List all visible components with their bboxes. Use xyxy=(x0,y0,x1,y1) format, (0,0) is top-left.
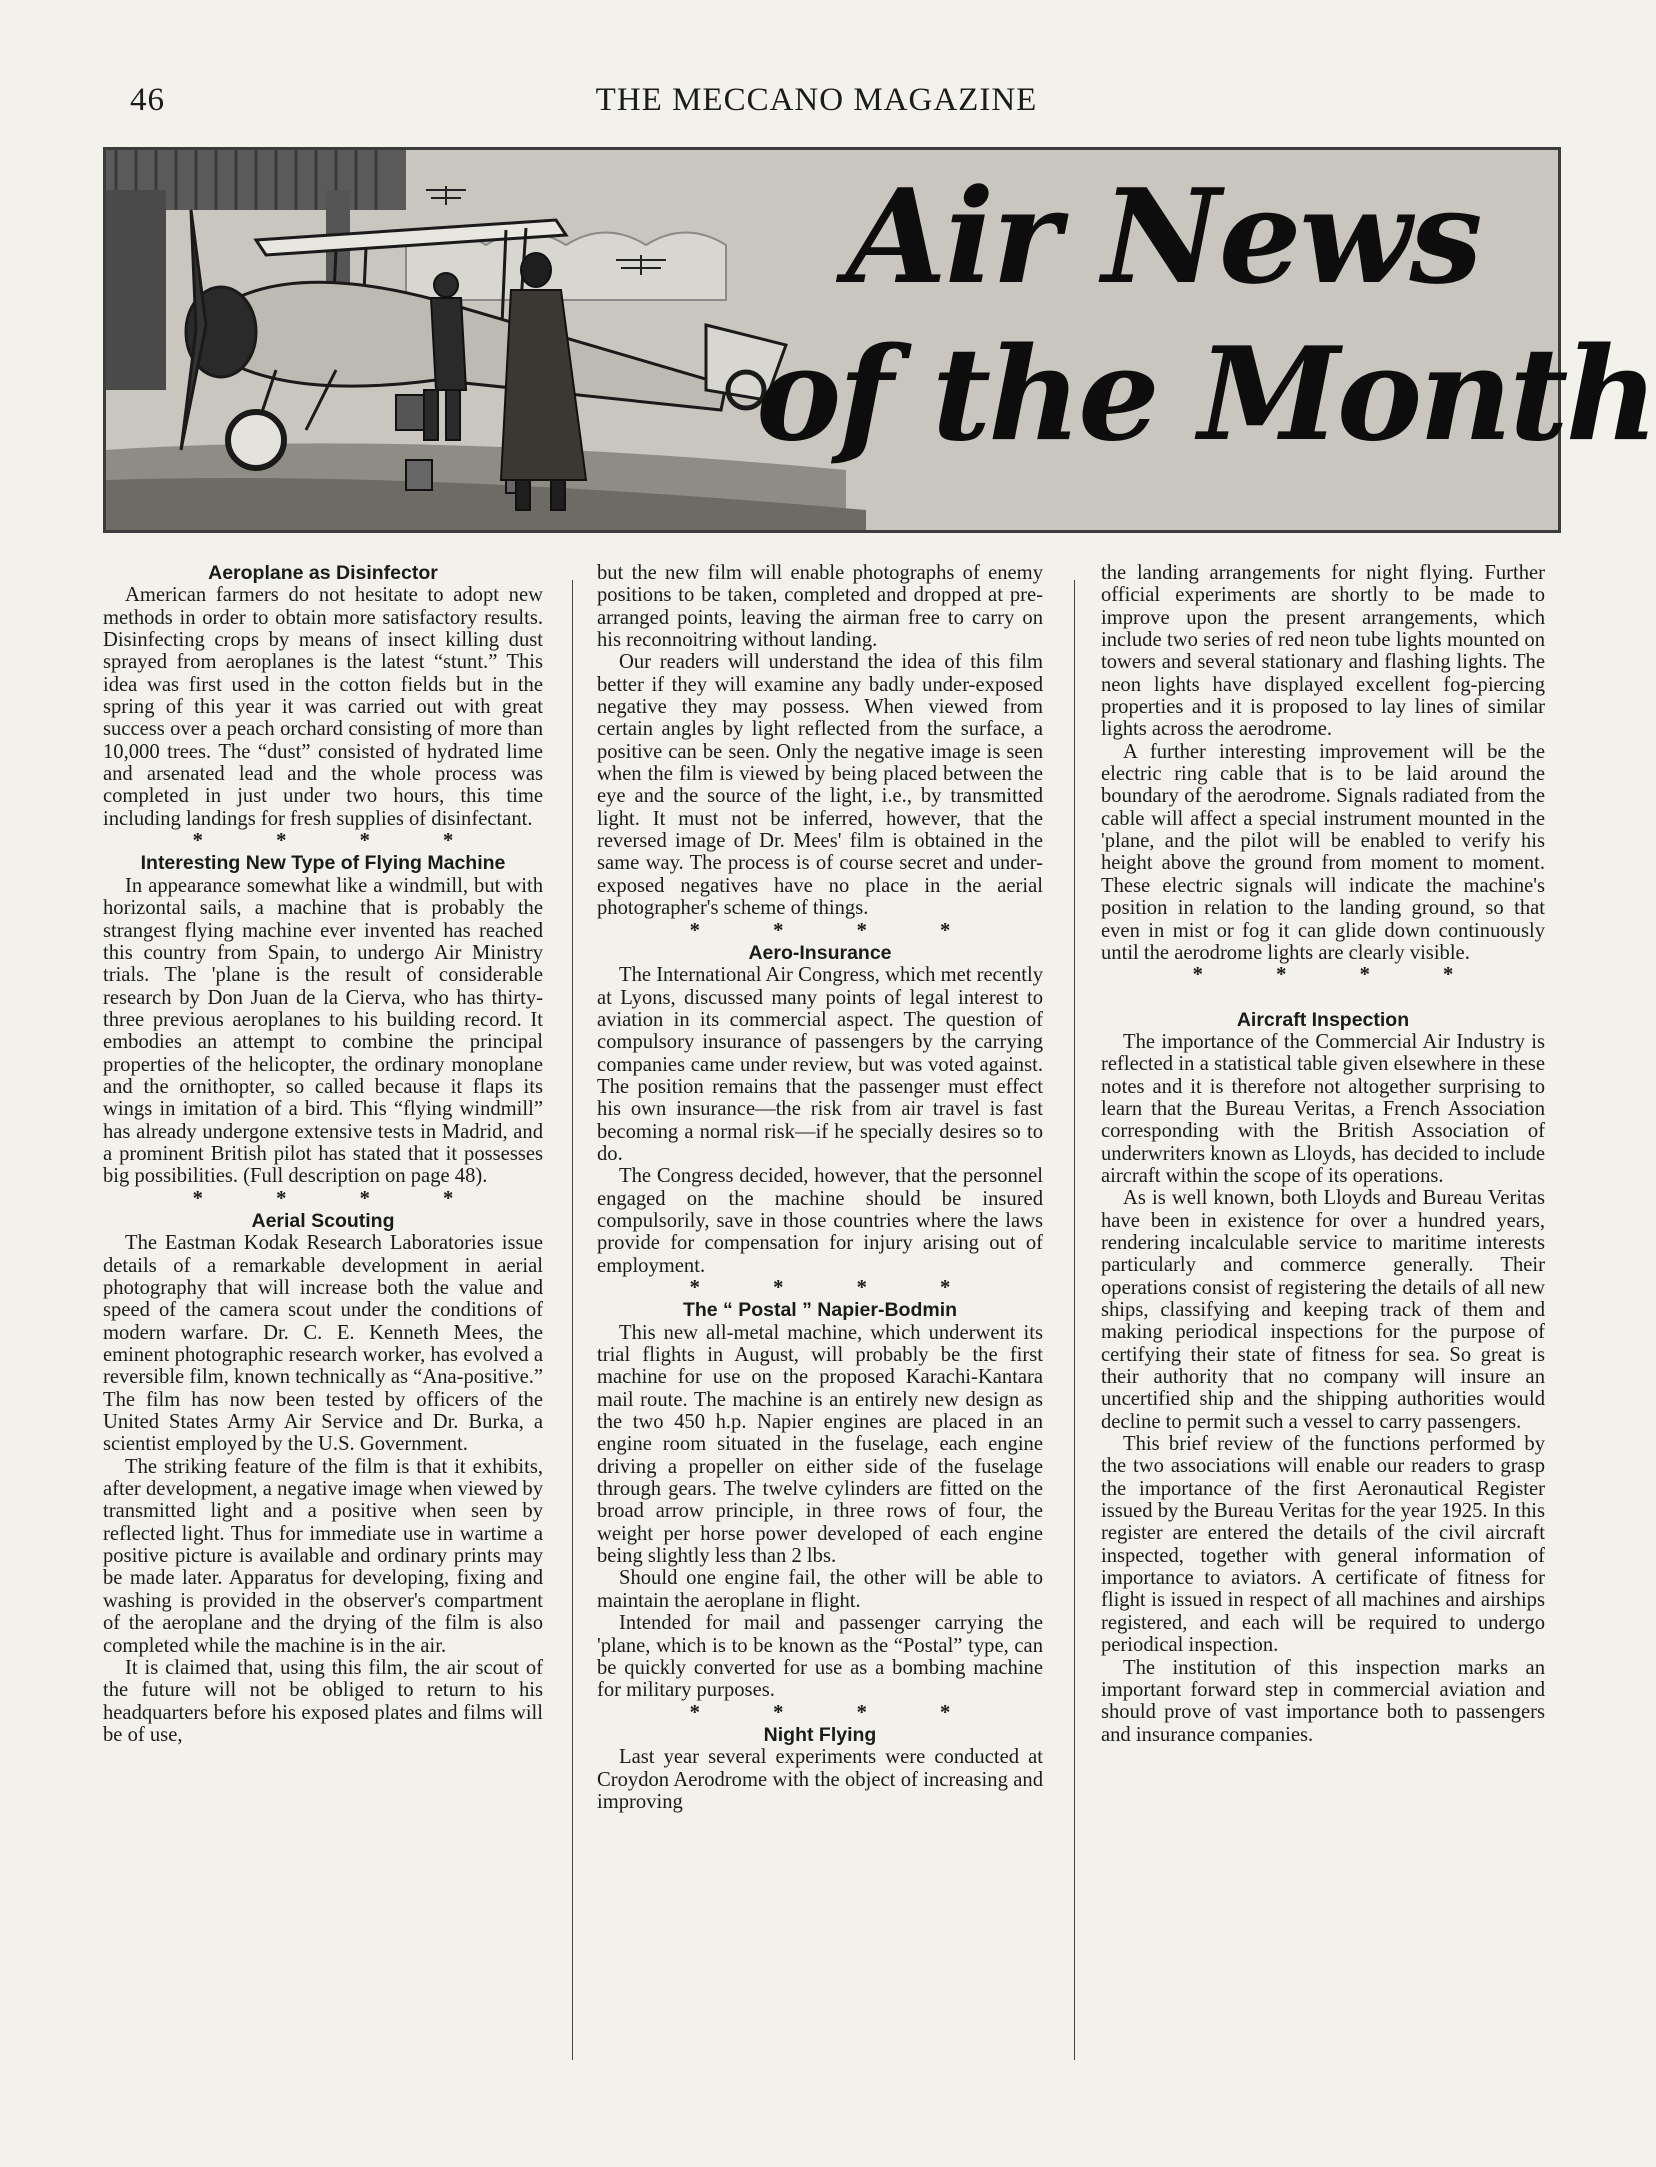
section-divider: * * * * xyxy=(1192,964,1488,987)
article-paragraph: but the new film will enable photographs of enemy positions to be taken, completed and dropped at pre-arranged points, leaving the airman free to carry on his reconnoitring without landing. xyxy=(597,562,1043,652)
article-paragraph: Should one engine fail, the other will be able to maintain the aeroplane in flight. xyxy=(597,1567,1043,1612)
article-title-new-flying-machine: Interesting New Type of Flying Machine xyxy=(140,852,506,875)
article-title-aerial-scouting: Aerial Scouting xyxy=(251,1209,395,1232)
section-divider: * * * * xyxy=(192,830,488,853)
section-divider: * * * * xyxy=(689,1701,985,1724)
column-3 xyxy=(1101,562,1545,1746)
banner-title-air-news: Air News xyxy=(846,160,1481,313)
article-paragraph: This brief review of the functions performed by the two associations will enable our readers to grasp the importance of the first Aeronautical Register issued by the Bureau Veritas for the year 1925. In this register are entered the details of the civil aircraft inspected, together with general information of importance to aviators. A certificate of fitness for flight is issued in respect of all machines and airships registered, and each will be required to undergo periodical inspection. xyxy=(1101,1433,1545,1657)
magazine-title: THE MECCANO MAGAZINE xyxy=(595,82,1038,118)
article-paragraph: This new all-metal machine, which underwent its trial flights in August, will probably be the first machine for use on the proposed Karachi-Kantara mail route. The machine is an entirely new design as the two 450 h.p. Napier engines are placed in an engine room situated in the fuselage, each engine driving a propeller on either side of the fuselage through gears. The twelve cylinders are fitted on the broad arrow principle, in three rows of four, the weight per horse power developed of each engine being slightly less than 2 lbs. xyxy=(597,1321,1043,1568)
article-paragraph: American farmers do not hesitate to adopt new methods in order to obtain more satisfactory results. Disinfecting crops by means of insect killing dust sprayed from aeroplanes is the latest “stunt.” This idea was first used in the cotton fields but in the spring of this year it was carried out with great success over a peach orchard consisting of more than 10,000 trees. The “dust” consisted of hydrated lime and arsenated lead and the whole process was completed in just under two hours, this time including landings for fresh supplies of disinfectant. xyxy=(103,584,543,830)
article-paragraph: It is claimed that, using this film, the air scout of the future will not be obliged to return to his headquarters before his exposed plates and films will be of use, xyxy=(103,1656,543,1746)
column-rule-right xyxy=(1074,580,1075,2060)
article-paragraph: A further interesting improvement will be the electric ring cable that is to be laid around the boundary of the aerodrome. Signals radiated from the cable will affect a special instrument mounted in the 'plane, and the pilot will be enabled to verify his height above the ground from moment to moment. These electric signals will indicate the machine's position in relation to the landing ground, so that even in mist or fog it can glide down continuously until the aerodrome lights are clearly visible. xyxy=(1101,740,1545,964)
article-paragraph: The Eastman Kodak Research Laboratories issue details of a remarkable development in aerial photography that will increase both the value and speed of the camera scout under the conditions of modern warfare. Dr. C. E. Kenneth Mees, the eminent photographic research worker, has evolved a reversible film, known technically as “Ana-positive.” The film has now been tested by officers of the United States Army Air Service and Dr. Burka, a scientist employed by the U.S. Government. xyxy=(103,1232,543,1456)
spacer xyxy=(1101,987,1545,1009)
article-paragraph: The striking feature of the film is that it exhibits, after development, a negative image when viewed by transmitted light and a positive when seen by reflected light. Thus for immediate use in wartime a positive picture is available and ordinary prints may be made later. Apparatus for developing, fixing and washing is provided in the observer's compartment of the aeroplane and the drying of the film is also completed while the machine is in the air. xyxy=(103,1455,543,1657)
section-divider: * * * * xyxy=(689,919,985,942)
banner-title-of-the-month: of the Month xyxy=(756,320,1656,470)
article-paragraph: The institution of this inspection marks an important forward step in commercial aviation and should prove of vast importance both to passengers and insurance companies. xyxy=(1101,1656,1545,1746)
article-paragraph: the landing arrangements for night flying. Further official experiments are shortly to be made to improve upon the present arrangements, which include two series of red neon tube lights mounted on towers and several stationary and flashing lights. The neon lights have displayed excellent fog-piercing properties and it is proposed to lay lines of similar lights across the aerodrome. xyxy=(1101,562,1545,741)
article-title-aircraft-inspection: Aircraft Inspection xyxy=(1236,1008,1410,1031)
article-paragraph: The importance of the Commercial Air Industry is reflected in a statistical table given elsewhere in these notes and it is therefore not altogether surprising to learn that the Bureau Veritas, a French Association corresponding with the British Association of underwriters known as Lloyds, has decided to include aircraft within the scope of its operations. xyxy=(1101,1030,1545,1187)
article-paragraph: Our readers will understand the idea of this film better if they will examine any badly under-exposed negative they may possess. When viewed from certain angles by light reflected from the surface, a positive can be seen. Only the negative image is seen when the film is viewed by being placed between the eye and the source of the light, i.e., by transmitted light. It must not be inferred, however, that the reversed image of Dr. Mees' film is obtained in the same way. The process is of course secret and under-exposed negatives have no place in the aerial photographer's scheme of things. xyxy=(597,651,1043,920)
page-number: 46 xyxy=(130,82,165,118)
column-1 xyxy=(103,562,543,1746)
header-banner xyxy=(103,147,1656,533)
article-title-postal-napier-bodmin: The “ Postal ” Napier-Bodmin xyxy=(682,1299,958,1322)
article-paragraph: Intended for mail and passenger carrying the 'plane, which is to be known as the “Postal” type, can be quickly converted for use as a bombing machine for military purposes. xyxy=(597,1612,1043,1702)
article-title-aeroplane-as-disinfector: Aeroplane as Disinfector xyxy=(208,562,438,584)
column-2 xyxy=(597,562,1043,1813)
article-paragraph: The International Air Congress, which met recently at Lyons, discussed many points of legal interest to aviation in its commercial aspect. The question of compulsory insurance of passengers by the carrying companies came under review, but was voted against. The position remains that the passenger must effect his own insurance—the risk from air travel is fast becoming a normal risk—if he specially desires so to do. xyxy=(597,964,1043,1165)
section-divider: * * * * xyxy=(192,1187,488,1210)
column-rule-left xyxy=(572,580,573,2060)
article-paragraph: Last year several experiments were conducted at Croydon Aerodrome with the object of increasing and improving xyxy=(597,1746,1043,1813)
article-title-night-flying: Night Flying xyxy=(763,1723,877,1746)
article-paragraph: As is well known, both Lloyds and Bureau Veritas have been in existence for over a hundred years, rendering incalculable service to maritime interests particularly and commerce generally. Their operations consist of registering the details of all new ships, classifying and keeping track of them and making periodical inspections for the purpose of certifying their state of fitness for sea. So great is their authority that no company will insure an uncertified ship and the shipping authorities would decline to permit such a vessel to carry passengers. xyxy=(1101,1187,1545,1433)
article-title-aero-insurance: Aero-Insurance xyxy=(748,941,892,964)
article-paragraph: The Congress decided, however, that the personnel engaged on the machine should be insured compulsorily, save in those countries where the laws provide for compensation for injury arising out of employment. xyxy=(597,1165,1043,1277)
section-divider: * * * * xyxy=(689,1277,985,1299)
article-paragraph: In appearance somewhat like a windmill, but with horizontal sails, a machine that is probably the strangest flying machine ever invented has reached this country from Spain, to undergo Air Ministry trials. The 'plane is the result of considerable research by Don Juan de la Cierva, who has thirty-three previous aeroplanes to his building record. It embodies an attempt to combine the principal properties of the helicopter, the ordinary monoplane and the ornithopter, so called because it flaps its wings in imitation of a bird. This “flying windmill” has already undergone extensive tests in Madrid, and a prominent British pilot has stated that it possesses big possibilities. (Full description on page 48). xyxy=(103,874,543,1188)
